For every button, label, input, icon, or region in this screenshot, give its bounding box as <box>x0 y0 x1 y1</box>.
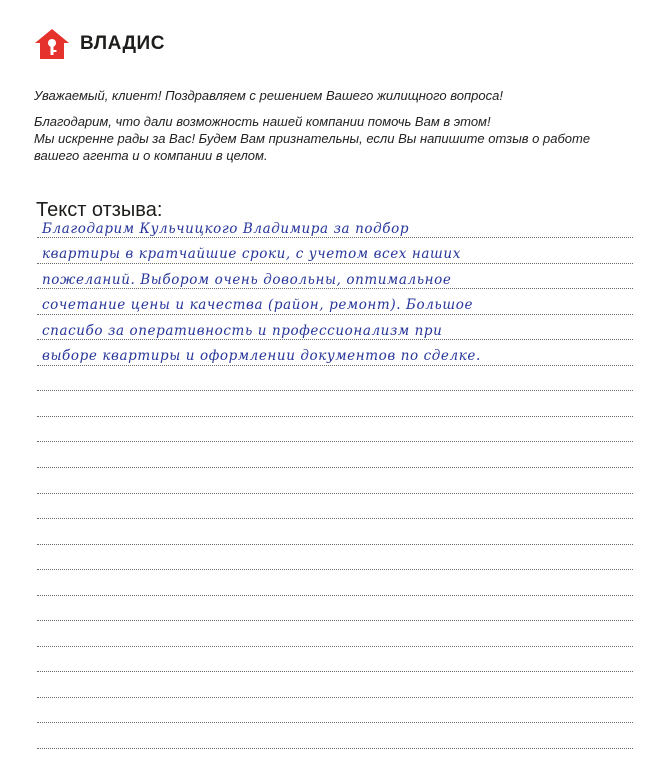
logo <box>34 28 165 60</box>
ruled-line <box>37 263 633 264</box>
ruled-line <box>37 339 633 340</box>
ruled-line <box>37 544 633 545</box>
ruled-line <box>37 671 633 672</box>
review-line: сочетание цены и качества (район, ремонт). Большое <box>42 297 474 313</box>
intro-text <box>34 87 634 164</box>
review-line: пожеланий. Выбором очень довольны, оптимальное <box>42 272 452 288</box>
ruled-line <box>37 518 633 519</box>
ruled-line <box>37 237 633 238</box>
brand-name: ВЛАДИС <box>80 33 165 54</box>
ruled-line <box>37 697 633 698</box>
ruled-line <box>37 646 633 647</box>
ruled-line <box>37 467 633 468</box>
ruled-line <box>37 390 633 391</box>
intro-request: Мы искренне рады за Вас! Будем Вам признательны, если Вы напишите отзыв о работе <box>34 131 591 146</box>
ruled-line <box>37 416 633 417</box>
ruled-line <box>37 569 633 570</box>
house-key-icon <box>34 28 70 60</box>
ruled-line <box>37 314 633 315</box>
intro-thanks: Благодарим, что дали возможность нашей компании помочь Вам в этом! <box>34 114 491 129</box>
ruled-line <box>37 595 633 596</box>
ruled-line <box>37 441 633 442</box>
ruled-line <box>37 365 633 366</box>
review-line: квартиры в кратчайшие сроки, с учетом всех наших <box>42 246 461 262</box>
ruled-line <box>37 493 633 494</box>
ruled-line <box>37 748 633 749</box>
review-line: Благодарим Кульчицкого Владимира за подбор <box>42 221 410 237</box>
ruled-line <box>37 722 633 723</box>
review-line: выборе квартиры и оформлении документов по сделке. <box>42 348 481 364</box>
intro-request-cont: вашего агента и о компании в целом. <box>34 148 268 163</box>
ruled-line <box>37 288 633 289</box>
intro-greeting: Уважаемый, клиент! Поздравляем с решением Вашего жилищного вопроса! <box>34 88 503 103</box>
review-title: Текст отзыва: <box>36 199 163 221</box>
ruled-line <box>37 620 633 621</box>
review-line: спасибо за оперативность и профессионализм при <box>42 323 443 339</box>
